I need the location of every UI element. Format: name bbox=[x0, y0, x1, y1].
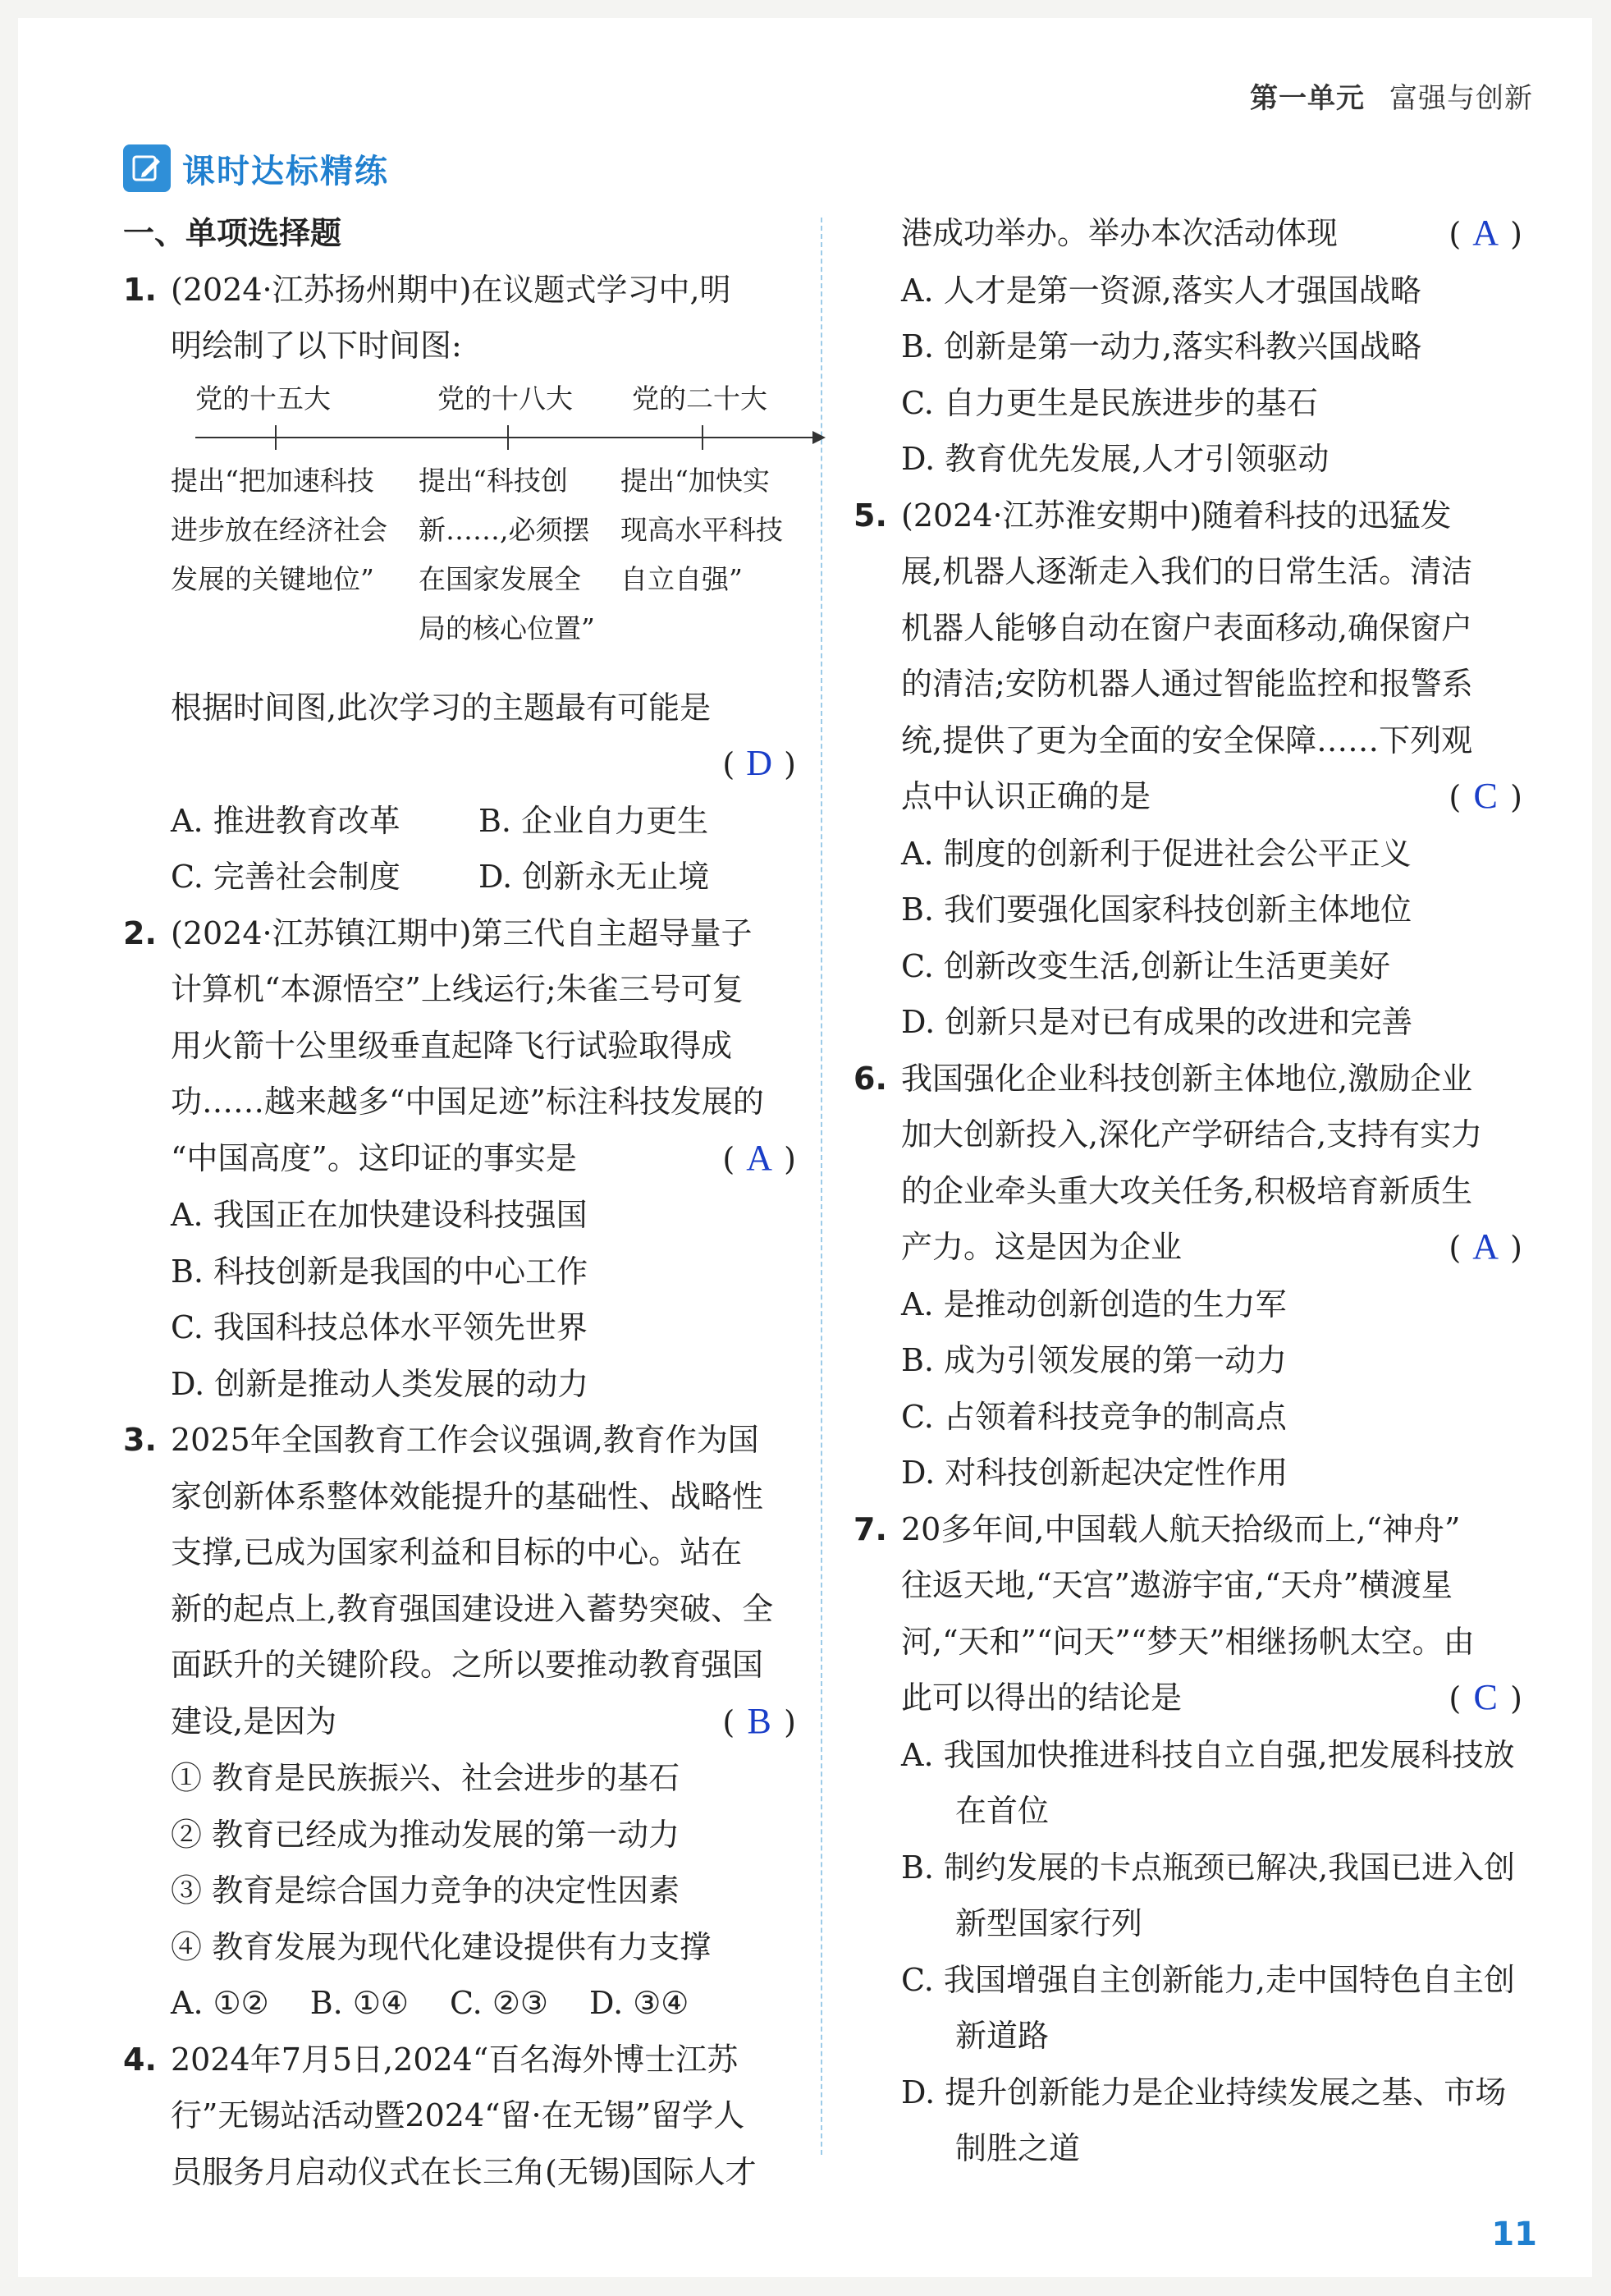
column-divider bbox=[821, 218, 822, 2155]
question-text: 面跃升的关键阶段。之所以要推动教育强国 bbox=[171, 1647, 764, 1683]
question-text: 往返天地,“天宫”遨游宇宙,“天舟”横渡星 bbox=[901, 1567, 1453, 1603]
answer-mark: A bbox=[746, 1137, 773, 1178]
paren: ( bbox=[1449, 779, 1462, 815]
question-7 bbox=[854, 1501, 1522, 2177]
question-text: 展,机器人逐渐走入我们的日常生活。清洁 bbox=[901, 553, 1473, 589]
statement-3: ③ 教育是综合国力竞争的决定性因素 bbox=[171, 1872, 680, 1909]
option-c: C. 占领着科技竞争的制高点 bbox=[901, 1398, 1287, 1435]
question-4-continued bbox=[854, 205, 1522, 488]
question-number: 1. bbox=[123, 271, 157, 308]
question-text: 点中认识正确的是 bbox=[901, 778, 1151, 814]
options-row bbox=[171, 793, 796, 850]
answer-mark: C bbox=[1473, 1677, 1498, 1717]
page-header bbox=[1250, 76, 1533, 116]
question-number: 7. bbox=[854, 1510, 887, 1547]
question-2 bbox=[123, 905, 796, 1413]
answer-line bbox=[901, 1219, 1522, 1276]
answer-line bbox=[901, 768, 1522, 826]
option-a: A. 制度的创新利于促进社会公平正义 bbox=[901, 835, 1412, 872]
paren: ( bbox=[722, 746, 735, 782]
answer-mark: D bbox=[746, 743, 773, 783]
question-number: 2. bbox=[123, 914, 157, 951]
paren: ) bbox=[784, 1703, 796, 1740]
option-c: C. 创新改变生活,创新让生活更美好 bbox=[901, 947, 1390, 984]
note-line: 进步放在经济社会 bbox=[171, 513, 387, 546]
answer-line bbox=[171, 1693, 796, 1751]
unit-label: 第一单元 bbox=[1250, 82, 1365, 115]
question-text: 用火箭十公里级垂直起降飞行试验取得成 bbox=[171, 1027, 733, 1064]
answer-bracket bbox=[722, 1693, 796, 1751]
paren: ) bbox=[1510, 1680, 1522, 1716]
question-text: 加大创新投入,深化产学研结合,支持有实力 bbox=[901, 1116, 1483, 1153]
option-b: B. 企业自力更生 bbox=[478, 802, 709, 839]
question-text: “中国高度”。这印证的事实是 bbox=[171, 1139, 577, 1176]
question-text: (2024·江苏扬州期中)在议题式学习中,明 bbox=[171, 271, 731, 308]
question-text: 统,提供了更为全面的安全保障……下列观 bbox=[901, 722, 1473, 758]
answer-line bbox=[171, 736, 796, 793]
timeline-tick bbox=[702, 425, 703, 450]
option-a: A. 人才是第一资源,落实人才强国战略 bbox=[901, 272, 1421, 309]
question-3 bbox=[123, 1412, 796, 2032]
right-column bbox=[854, 205, 1522, 2177]
statement-4: ④ 教育发展为现代化建设提供有力支撑 bbox=[171, 1928, 712, 1965]
answer-bracket bbox=[1449, 768, 1522, 826]
option-a: A. 推进教育改革 bbox=[171, 802, 400, 839]
question-text: 员服务月启动仪式在长三角(无锡)国际人才 bbox=[171, 2153, 757, 2190]
question-text: 我国强化企业科技创新主体地位,激励企业 bbox=[901, 1060, 1473, 1097]
option-a: A. ①② bbox=[171, 1985, 269, 2021]
option-b: B. 制约发展的卡点瓶颈已解决,我国已进入创新型国家行列 bbox=[901, 1849, 1516, 1941]
paren: ( bbox=[722, 1140, 735, 1177]
answer-bracket bbox=[1449, 1670, 1522, 1727]
option-c: C. 自力更生是民族进步的基石 bbox=[901, 384, 1318, 421]
option-b: B. 我们要强化国家科技创新主体地位 bbox=[901, 891, 1412, 928]
question-1 bbox=[123, 262, 796, 905]
statement-2: ② 教育已经成为推动发展的第一动力 bbox=[171, 1816, 680, 1853]
option-d: D. 创新只是对已有成果的改进和完善 bbox=[901, 1004, 1413, 1040]
section-title bbox=[123, 144, 389, 193]
question-text: 的企业牵头重大攻关任务,积极培育新质生 bbox=[901, 1172, 1473, 1209]
pencil-icon bbox=[123, 144, 171, 192]
paren: ( bbox=[722, 1703, 735, 1740]
option-d: D. 对科技创新起决定性作用 bbox=[901, 1455, 1288, 1491]
answer-line bbox=[171, 1130, 796, 1188]
question-6 bbox=[854, 1051, 1522, 1501]
timeline-note-2 bbox=[419, 456, 595, 653]
paren: ) bbox=[1510, 779, 1522, 815]
option-c: C. 我国科技总体水平领先世界 bbox=[171, 1309, 588, 1345]
question-text: 河,“天和”“问天”“梦天”相继扬帆太空。由 bbox=[901, 1623, 1475, 1660]
question-text: 家创新体系整体效能提升的基础性、战略性 bbox=[171, 1478, 764, 1515]
note-line: 现高水平科技 bbox=[620, 513, 783, 546]
question-text: 20多年间,中国载人航天拾级而上,“神舟” bbox=[901, 1510, 1461, 1547]
option-b: B. ①④ bbox=[309, 1985, 409, 2021]
question-text: 根据时间图,此次学习的主题最有可能是 bbox=[171, 689, 712, 726]
question-text: 此可以得出的结论是 bbox=[901, 1680, 1183, 1716]
question-text: 计算机“本源悟空”上线运行;朱雀三号可复 bbox=[171, 971, 744, 1007]
option-d: D. 创新是推动人类发展的动力 bbox=[171, 1365, 589, 1402]
note-line: 新……,必须摆 bbox=[419, 513, 590, 546]
options-row bbox=[171, 1975, 796, 2032]
question-number: 5. bbox=[854, 497, 887, 534]
question-5 bbox=[854, 488, 1522, 1051]
section-heading: 一、单项选择题 bbox=[123, 215, 342, 251]
paren: ( bbox=[1449, 1230, 1462, 1266]
question-text: (2024·江苏镇江期中)第三代自主超导量子 bbox=[171, 914, 753, 951]
question-text: (2024·江苏淮安期中)随着科技的迅猛发 bbox=[901, 497, 1452, 534]
option-c: C. ②③ bbox=[449, 1985, 548, 2021]
paren: ) bbox=[1510, 216, 1522, 252]
timeline-note-3 bbox=[620, 456, 783, 604]
paren: ) bbox=[1510, 1230, 1522, 1266]
answer-mark: A bbox=[1472, 213, 1499, 253]
timeline-tick bbox=[275, 425, 277, 450]
timeline-tick bbox=[507, 425, 509, 450]
answer-mark: B bbox=[747, 1700, 771, 1741]
option-d: D. 创新永无止境 bbox=[478, 859, 710, 895]
answer-mark: A bbox=[1472, 1226, 1499, 1267]
note-line: 自立自强” bbox=[620, 562, 743, 595]
question-text: 行”无锡站活动暨2024“留·在无锡”留学人 bbox=[171, 2097, 745, 2133]
section-title-text: 课时达标精练 bbox=[182, 152, 389, 190]
timeline-label: 党的十八大 bbox=[437, 382, 573, 415]
arrow-right-icon bbox=[812, 431, 826, 444]
option-a: A. 我国正在加快建设科技强国 bbox=[171, 1197, 588, 1233]
option-b: B. 创新是第一动力,落实科教兴国战略 bbox=[901, 328, 1422, 364]
option-b: B. 科技创新是我国的中心工作 bbox=[171, 1253, 588, 1290]
paren: ) bbox=[784, 746, 796, 782]
answer-line bbox=[901, 1670, 1522, 1727]
answer-bracket bbox=[722, 1130, 796, 1188]
answer-bracket bbox=[722, 736, 796, 793]
answer-bracket bbox=[1449, 1219, 1522, 1276]
option-d: D. ③④ bbox=[588, 1985, 689, 2021]
note-line: 提出“科技创 bbox=[419, 464, 568, 497]
statement-1: ① 教育是民族振兴、社会进步的基石 bbox=[171, 1760, 680, 1796]
timeline-note-1 bbox=[171, 456, 387, 604]
note-line: 局的核心位置” bbox=[419, 612, 595, 644]
question-text: 建设,是因为 bbox=[171, 1703, 337, 1739]
question-text: 机器人能够自动在窗户表面移动,确保窗户 bbox=[901, 609, 1473, 646]
question-text: 支撑,已成为国家利益和目标的中心。站在 bbox=[171, 1534, 743, 1570]
question-number: 3. bbox=[123, 1422, 157, 1458]
paren: ( bbox=[1449, 216, 1462, 252]
page-number: 11 bbox=[1491, 2216, 1537, 2253]
note-line: 提出“把加速科技 bbox=[171, 464, 374, 497]
timeline-diagram bbox=[171, 374, 796, 680]
question-text: 明绘制了以下时间图: bbox=[171, 328, 462, 364]
option-a: A. 我国加快推进科技自立自强,把发展科技放在首位 bbox=[901, 1736, 1515, 1829]
question-4 bbox=[123, 2032, 796, 2201]
option-c: C. 我国增强自主创新能力,走中国特色自主创新道路 bbox=[901, 1961, 1515, 2054]
paren: ( bbox=[1449, 1680, 1462, 1716]
note-line: 提出“加快实 bbox=[620, 464, 770, 497]
option-d: D. 教育优先发展,人才引领驱动 bbox=[901, 441, 1330, 477]
question-text: 产力。这是因为企业 bbox=[901, 1229, 1183, 1265]
paren: ) bbox=[784, 1140, 796, 1177]
question-number: 6. bbox=[854, 1060, 887, 1097]
answer-bracket bbox=[1449, 205, 1522, 263]
question-text: 新的起点上,教育强国建设进入蓄势突破、全 bbox=[171, 1590, 774, 1627]
note-line: 在国家发展全 bbox=[419, 562, 581, 595]
option-a: A. 是推动创新创造的生力军 bbox=[901, 1285, 1287, 1322]
question-text: 功……越来越多“中国足迹”标注科技发展的 bbox=[171, 1084, 764, 1120]
option-c: C. 完善社会制度 bbox=[171, 859, 400, 895]
question-text: 2024年7月5日,2024“百名海外博士江苏 bbox=[171, 2041, 739, 2078]
left-column bbox=[123, 205, 796, 2200]
question-text: 港成功举办。举办本次活动体现 bbox=[901, 215, 1339, 251]
option-d: D. 提升创新能力是企业持续发展之基、市场制胜之道 bbox=[901, 2074, 1507, 2166]
note-line: 发展的关键地位” bbox=[171, 562, 374, 595]
question-number: 4. bbox=[123, 2041, 157, 2078]
answer-line bbox=[901, 205, 1522, 263]
question-text: 2025年全国教育工作会议强调,教育作为国 bbox=[171, 1422, 759, 1458]
unit-title: 富强与创新 bbox=[1389, 82, 1533, 115]
question-text: 的清洁;安防机器人通过智能监控和报警系 bbox=[901, 666, 1473, 702]
answer-mark: C bbox=[1473, 776, 1498, 816]
option-b: B. 成为引领发展的第一动力 bbox=[901, 1342, 1288, 1378]
timeline-label: 党的二十大 bbox=[632, 382, 767, 415]
options-row bbox=[171, 849, 796, 905]
timeline-label: 党的十五大 bbox=[195, 382, 331, 415]
